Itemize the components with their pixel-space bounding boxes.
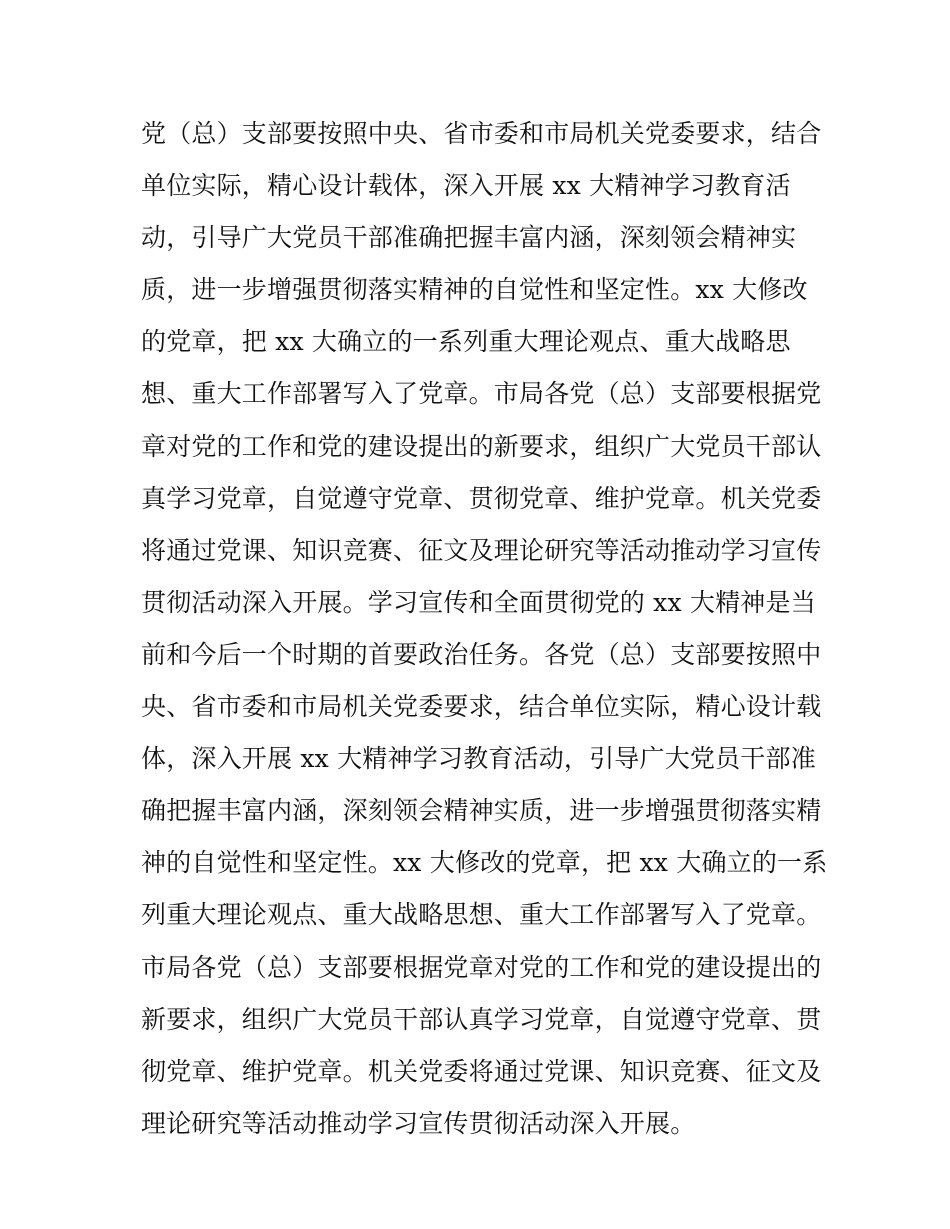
text-line: 单位实际，精心设计载体，深入开展 xx 大精神学习教育活 [141, 171, 791, 201]
text-line: 体，深入开展 xx 大精神学习教育活动，引导广大党员干部准 [141, 744, 816, 774]
text-line: 的党章，把 xx 大确立的一系列重大理论观点、重大战略思 [141, 327, 791, 357]
text-line: 想、重大工作部署写入了党章。市局各党（总）支部要根据党 [141, 379, 822, 409]
text-line: 彻党章、维护党章。机关党委将通过党课、知识竞赛、征文及 [141, 1056, 822, 1086]
text-line: 确把握丰富内涵，深刻领会精神实质，进一步增强贯彻落实精 [141, 796, 822, 826]
text-line: 新要求，组织广大党员干部认真学习党章，自觉遵守党章、贯 [141, 1004, 822, 1034]
text-line: 将通过党课、知识竞赛、征文及理论研究等活动推动学习宣传 [141, 535, 822, 565]
text-line: 神的自觉性和坚定性。xx 大修改的党章，把 xx 大确立的一系 [141, 848, 828, 878]
text-line: 质，进一步增强贯彻落实精神的自觉性和坚定性。xx 大修改 [141, 275, 808, 305]
text-line: 前和今后一个时期的首要政治任务。各党（总）支部要按照中 [141, 639, 822, 669]
text-line: 真学习党章，自觉遵守党章、贯彻党章、维护党章。机关党委 [141, 483, 822, 513]
text-line: 党（总）支部要按照中央、省市委和市局机关党委要求，结合 [141, 119, 822, 148]
text-line: 市局各党（总）支部要根据党章对党的工作和党的建设提出的 [141, 952, 822, 982]
text-line: 央、省市委和市局机关党委要求，结合单位实际，精心设计载 [141, 692, 822, 722]
body-paragraph [141, 108, 831, 1150]
text-line: 理论研究等活动推动学习宣传贯彻活动深入开展。 [141, 1108, 696, 1138]
text-line: 动，引导广大党员干部准确把握丰富内涵，深刻领会精神实 [141, 223, 797, 253]
text-line: 章对党的工作和党的建设提出的新要求，组织广大党员干部认 [141, 431, 822, 461]
text-line: 列重大理论观点、重大战略思想、重大工作部署写入了党章。 [141, 900, 822, 930]
text-line: 贯彻活动深入开展。学习宣传和全面贯彻党的 xx 大精神是当 [141, 587, 816, 617]
